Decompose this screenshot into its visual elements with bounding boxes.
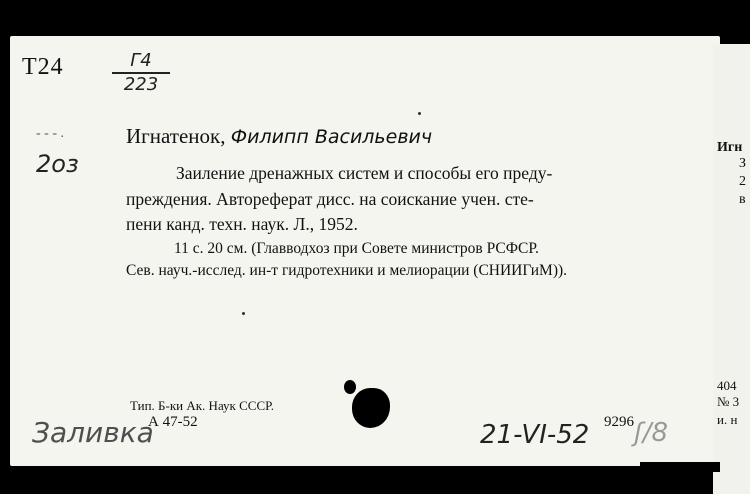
description-line: Заиление дренажных систем и способы его преду- <box>176 163 553 183</box>
description-line: пени канд. техн. наук. Л., 1952. <box>126 214 358 234</box>
description-line: Сев. науч.-исслед. ин-т гидротехники и мелиорации (СНИИГиМ)). <box>126 262 568 279</box>
next-card-line: и. н <box>717 412 738 427</box>
next-card-line: № 3 <box>717 394 740 409</box>
margin-dashes: - - - . <box>36 126 64 141</box>
handwritten-signature: Заливка <box>32 416 154 449</box>
shelf-mark-prefix: T24 <box>22 54 64 80</box>
author-given-names: Филипп Васильевич <box>230 126 433 148</box>
shelf-denominator: 223 <box>123 74 159 95</box>
description-line: преждения. Автореферат дисс. на соискание учен. сте- <box>126 189 534 209</box>
printer-imprint: Тип. Б-ки Ак. Наук СССР. <box>130 398 274 413</box>
next-card-line: 404 <box>717 378 737 393</box>
margin-note: 2оз <box>36 150 79 178</box>
print-code: А 47-52 <box>148 414 198 430</box>
ink-blot <box>344 380 356 394</box>
author-heading <box>126 124 432 149</box>
speck <box>418 112 421 115</box>
next-catalog-card <box>713 44 750 494</box>
author-surname: Игнатенок, <box>126 124 226 148</box>
next-card-line: в <box>739 192 746 207</box>
next-card-line: 2 <box>739 174 746 189</box>
next-card-line: Игн <box>717 140 743 155</box>
speck <box>242 312 245 315</box>
dark-strip <box>640 462 720 472</box>
handwritten-date: 21-VI-52 <box>480 420 590 450</box>
faint-mark: ʃ/8 <box>634 418 669 448</box>
shelf-numerator: Г4 <box>130 50 152 71</box>
description-line: 11 с. 20 см. (Главводхоз при Совете министров РСФСР. <box>174 240 539 257</box>
registration-number: 9296 <box>604 414 634 430</box>
shelf-mark-fraction <box>112 52 170 94</box>
next-card-line: З <box>739 156 747 171</box>
